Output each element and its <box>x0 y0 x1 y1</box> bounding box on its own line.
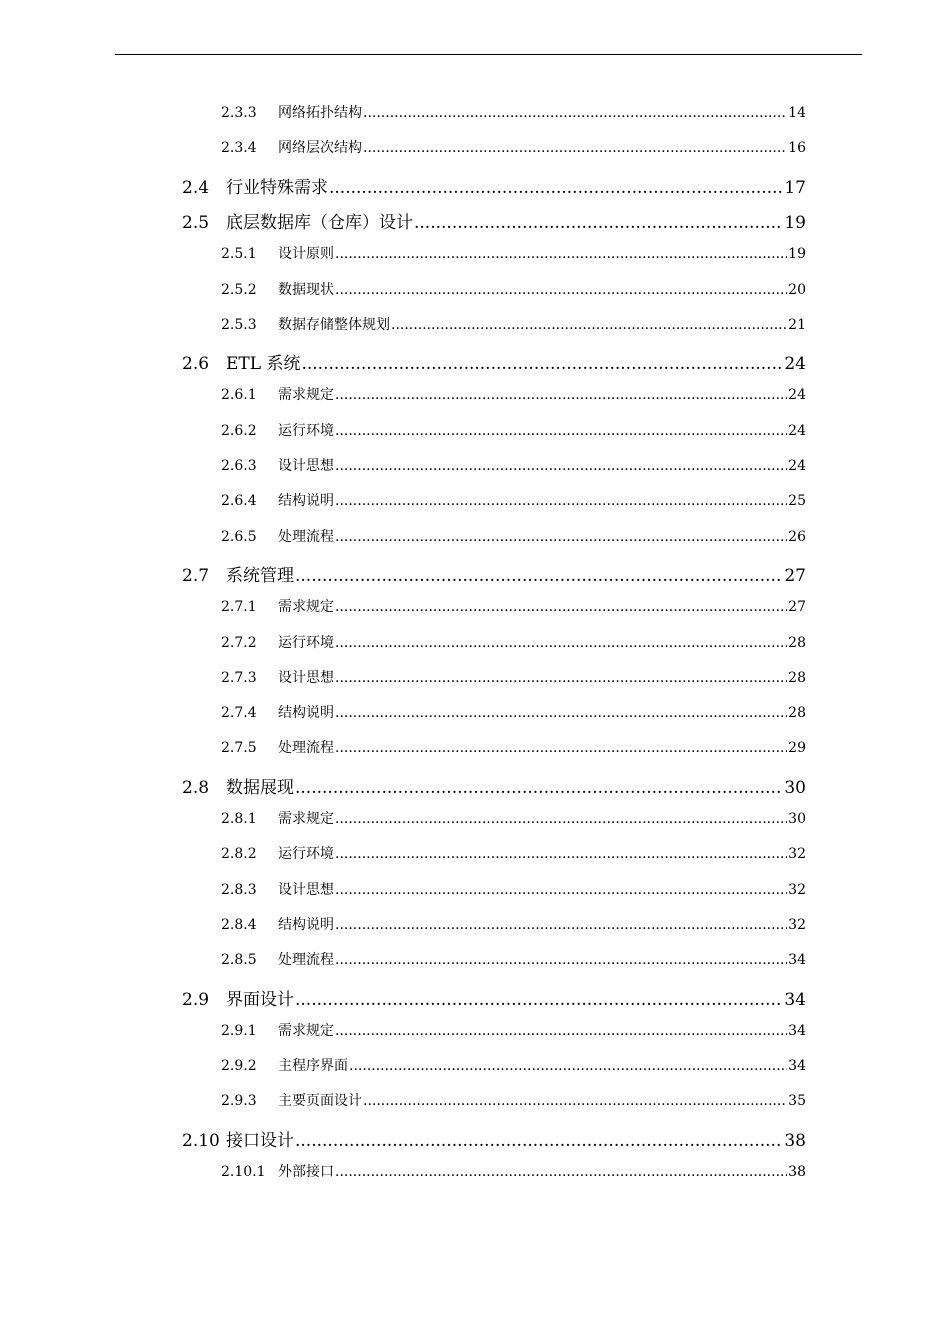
toc-dot-leader <box>295 1131 783 1151</box>
toc-entry-page: 38 <box>788 1164 806 1180</box>
toc-dot-leader <box>335 740 787 756</box>
toc-entry-title: 系统管理 <box>226 565 294 586</box>
toc-entry[interactable] <box>182 985 806 1010</box>
toc-entry-number: 2.5 <box>182 212 210 233</box>
toc-entry[interactable] <box>221 455 806 475</box>
toc-entry-number: 2.8.2 <box>221 846 257 863</box>
toc-entry-page: 29 <box>788 740 806 757</box>
toc-dot-leader <box>363 1093 787 1109</box>
toc-entry[interactable] <box>182 773 806 798</box>
toc-entry-page: 20 <box>788 281 806 298</box>
toc-entry-title: 需求规定 <box>278 1022 334 1039</box>
toc-entry-title: 处理流程 <box>278 740 334 757</box>
toc-entry-title: 运行环境 <box>278 422 334 439</box>
toc-dot-leader <box>335 282 787 298</box>
toc-entry-number: 2.5.2 <box>221 281 257 298</box>
toc-dot-leader <box>295 990 783 1010</box>
toc-entry-number: 2.4 <box>182 177 210 198</box>
toc-entry[interactable] <box>221 737 806 757</box>
toc-entry-page: 30 <box>788 811 806 827</box>
toc-entry-number: 2.5.1 <box>221 246 257 263</box>
toc-entry[interactable] <box>221 949 806 969</box>
toc-entry-title: 主要页面设计 <box>278 1093 362 1110</box>
toc-entry-page: 27 <box>784 565 806 586</box>
toc-entry-page: 30 <box>784 777 806 798</box>
toc-entry-title: 设计思想 <box>278 458 334 474</box>
toc-entry[interactable] <box>221 102 806 122</box>
toc-entry[interactable] <box>182 208 806 233</box>
toc-entry[interactable] <box>221 667 806 687</box>
toc-entry[interactable] <box>221 596 806 616</box>
toc-entry-number: 2.3.3 <box>221 105 257 121</box>
toc-entry[interactable] <box>221 843 806 863</box>
toc-entry-title: 需求规定 <box>278 599 334 616</box>
toc-entry-title: 需求规定 <box>278 387 334 404</box>
toc-entry-page: 34 <box>788 1058 806 1075</box>
toc-dot-leader <box>335 811 787 827</box>
toc-entry-page: 27 <box>788 599 806 616</box>
toc-entry[interactable] <box>221 914 806 934</box>
toc-entry[interactable] <box>221 490 806 510</box>
toc-entry-title: 外部接口 <box>278 1164 334 1180</box>
toc-dot-leader <box>363 140 787 156</box>
toc-entry[interactable] <box>221 808 806 828</box>
toc-entry-title: 主程序界面 <box>278 1058 348 1075</box>
toc-entry-number: 2.6.5 <box>221 528 257 545</box>
toc-entry-title: 设计原则 <box>278 246 334 263</box>
toc-dot-leader <box>391 317 787 333</box>
toc-dot-leader <box>335 705 787 721</box>
toc-dot-leader <box>335 1023 787 1039</box>
toc-entry[interactable] <box>182 173 806 198</box>
toc-entry-number: 2.6.1 <box>221 387 257 404</box>
toc-entry[interactable] <box>221 632 806 652</box>
toc-entry-page: 32 <box>788 881 806 898</box>
toc-entry-page: 34 <box>788 952 806 969</box>
toc-dot-leader <box>335 246 787 262</box>
toc-entry-title: 运行环境 <box>278 846 334 863</box>
toc-dot-leader <box>335 529 787 545</box>
toc-entry-title: 结构说明 <box>278 916 334 933</box>
toc-entry-number: 2.9 <box>182 989 210 1010</box>
toc-entry-page: 28 <box>788 634 806 651</box>
toc-dot-leader <box>414 213 783 233</box>
toc-dot-leader <box>335 846 787 862</box>
toc-entry-title: 结构说明 <box>278 705 334 722</box>
toc-entry-title: 网络拓扑结构 <box>278 105 362 121</box>
toc-entry[interactable] <box>221 1055 806 1075</box>
toc-entry-number: 2.6 <box>182 354 210 375</box>
toc-entry-page: 21 <box>788 316 806 333</box>
toc-entry-page: 24 <box>788 422 806 439</box>
toc-entry-number: 2.7.2 <box>221 634 257 651</box>
toc-entry[interactable] <box>221 384 806 404</box>
toc-entry[interactable] <box>221 702 806 722</box>
toc-entry-page: 17 <box>784 177 806 198</box>
toc-entry-page: 19 <box>788 246 806 263</box>
toc-entry-number: 2.6.4 <box>221 493 257 510</box>
toc-entry-title: 运行环境 <box>278 634 334 651</box>
toc-entry-title: 处理流程 <box>278 952 334 969</box>
toc-entry-page: 14 <box>788 105 806 121</box>
toc-entry[interactable] <box>221 879 806 899</box>
toc-entry-title: 数据展现 <box>226 777 294 798</box>
toc-entry-page: 24 <box>784 354 806 375</box>
toc-entry-page: 32 <box>788 846 806 863</box>
toc-dot-leader <box>329 178 783 198</box>
toc-dot-leader <box>335 635 787 651</box>
toc-entry-number: 2.5.3 <box>221 316 257 333</box>
toc-entry[interactable] <box>221 137 806 157</box>
toc-entry-number: 2.9.1 <box>221 1022 257 1039</box>
toc-entry-page: 34 <box>788 1022 806 1039</box>
toc-entry[interactable] <box>221 243 806 263</box>
toc-entry-number: 2.8.3 <box>221 881 257 898</box>
toc-entry-page: 25 <box>788 493 806 510</box>
toc-dot-leader <box>335 599 787 615</box>
toc-entry-number: 2.9.3 <box>221 1093 257 1110</box>
toc-entry-number: 2.7.3 <box>221 669 257 686</box>
toc-dot-leader <box>335 423 787 439</box>
toc-entry-page: 24 <box>788 387 806 404</box>
toc-entry[interactable] <box>221 526 806 546</box>
toc-entry-title: 结构说明 <box>278 493 334 510</box>
toc-dot-leader <box>335 882 787 898</box>
toc-dot-leader <box>335 917 787 933</box>
toc-entry-page: 24 <box>788 458 806 474</box>
toc-entry-page: 28 <box>788 669 806 686</box>
toc-entry[interactable] <box>221 1020 806 1040</box>
toc-entry-page: 38 <box>784 1130 806 1151</box>
toc-entry-number: 2.8 <box>182 777 210 798</box>
toc-entry-page: 28 <box>788 705 806 722</box>
toc-entry-title: 行业特殊需求 <box>226 177 328 198</box>
toc-dot-leader <box>335 493 787 509</box>
toc-entry[interactable] <box>182 1126 806 1151</box>
toc-entry-number: 2.8.5 <box>221 952 257 969</box>
toc-dot-leader <box>363 105 787 121</box>
toc-entry[interactable] <box>221 314 806 334</box>
toc-dot-leader <box>335 952 787 968</box>
toc-entry-number: 2.7.1 <box>221 599 257 616</box>
toc-entry-page: 34 <box>784 989 806 1010</box>
toc-entry-title: 设计思想 <box>278 881 334 898</box>
toc-dot-leader <box>349 1058 787 1074</box>
toc-entry[interactable] <box>182 349 806 374</box>
toc-dot-leader <box>335 1164 787 1180</box>
toc-entry[interactable] <box>221 420 806 440</box>
toc-entry[interactable] <box>221 279 806 299</box>
toc-entry-title: 底层数据库（仓库）设计 <box>226 212 413 233</box>
toc-dot-leader <box>335 387 787 403</box>
toc-entry-number: 2.8.4 <box>221 916 257 933</box>
toc-entry-title: ETL 系统 <box>226 354 301 375</box>
toc-entry-number: 2.10.1 <box>221 1164 266 1180</box>
toc-entry-number: 2.7.4 <box>221 705 257 722</box>
toc-entry-page: 32 <box>788 916 806 933</box>
toc-entry-title: 设计思想 <box>278 669 334 686</box>
toc-entry-number: 2.6.2 <box>221 422 257 439</box>
toc-entry-number: 2.9.2 <box>221 1058 257 1075</box>
toc-dot-leader <box>335 458 787 474</box>
toc-entry-number: 2.10 <box>182 1130 220 1151</box>
toc-entry-title: 界面设计 <box>226 989 294 1010</box>
toc-entry[interactable] <box>221 1161 806 1181</box>
toc-dot-leader <box>335 670 787 686</box>
toc-entry-title: 接口设计 <box>226 1130 294 1151</box>
toc-entry-number: 2.7.5 <box>221 740 257 757</box>
toc-entry-page: 19 <box>784 212 806 233</box>
toc-entry-number: 2.3.4 <box>221 140 257 157</box>
toc-entry-number: 2.6.3 <box>221 458 257 474</box>
toc-entry-title: 处理流程 <box>278 528 334 545</box>
toc-dot-leader <box>295 566 783 586</box>
toc-entry-page: 26 <box>788 528 806 545</box>
toc-dot-leader <box>295 778 783 798</box>
toc-entry-title: 数据存储整体规划 <box>278 316 390 333</box>
toc-dot-leader <box>301 354 783 374</box>
toc-entry-page: 35 <box>788 1093 806 1110</box>
header-rule <box>115 54 862 55</box>
toc-entry-number: 2.7 <box>182 565 210 586</box>
toc-entry[interactable] <box>182 561 806 586</box>
toc-entry-title: 需求规定 <box>278 811 334 827</box>
toc-entry-number: 2.8.1 <box>221 811 257 827</box>
toc-entry-title: 数据现状 <box>278 281 334 298</box>
toc-entry-title: 网络层次结构 <box>278 140 362 157</box>
toc-entry-page: 16 <box>788 140 806 157</box>
toc-entry[interactable] <box>221 1090 806 1110</box>
